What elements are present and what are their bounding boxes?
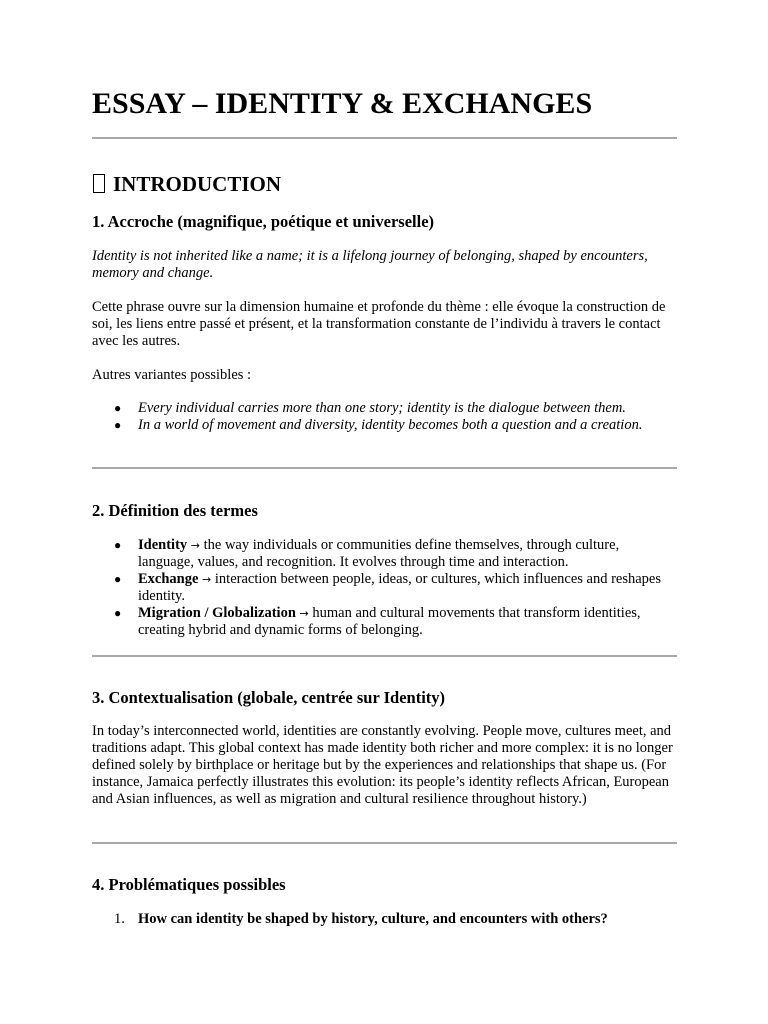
- missing-glyph-box-icon: [93, 174, 105, 193]
- bullet-icon: ●: [114, 606, 122, 620]
- variants-list: [92, 400, 677, 434]
- hook-quote: Identity is not inherited like a name; it is a lifelong journey of belonging, shaped by encounters, memory and change.: [92, 248, 648, 281]
- questions-list: [92, 911, 677, 928]
- bullet-icon: ●: [114, 572, 122, 586]
- list-number: 1.: [114, 911, 125, 927]
- term-label: Exchange: [138, 571, 199, 587]
- arrow-right-icon: →: [202, 573, 212, 586]
- section-4-heading: 4. Problématiques possibles: [92, 875, 286, 894]
- terms-list: [92, 537, 677, 639]
- term-label: Identity: [138, 537, 188, 553]
- introduction-heading: [92, 171, 281, 197]
- term-definition: the way individuals or communities define themselves, through culture, language, values, and recognition. It evolves through time and interaction.: [138, 537, 620, 570]
- divider: [92, 467, 677, 469]
- bullet-icon: ●: [114, 418, 122, 432]
- term-definition: human and cultural movements that transform identities, creating hybrid and dynamic forms of belonging.: [138, 605, 641, 638]
- divider: [92, 842, 677, 844]
- bullet-icon: ●: [114, 401, 122, 415]
- section-2-heading: 2. Définition des termes: [92, 501, 258, 520]
- list-item: [92, 605, 677, 639]
- question-text: How can identity be shaped by history, culture, and encounters with others?: [138, 911, 608, 927]
- introduction-heading-text: INTRODUCTION: [113, 172, 282, 196]
- term-definition: interaction between people, ideas, or cultures, which influences and reshapes identity.: [138, 571, 661, 604]
- variants-label: Autres variantes possibles :: [92, 367, 252, 383]
- list-item: [92, 417, 677, 434]
- context-paragraph: In today’s interconnected world, identities are constantly evolving. People move, cultures meet, and traditions adapt. This global context has made identity both richer and more complex: it is no longer defined solely by birthplace or heritage but by the experiences and relationships that shape us. (For instance, Jamaica perfectly illustrates this evolution: its people’s identity reflects African, European and Asian influences, as well as migration and cultural resilience throughout history.): [92, 723, 673, 807]
- arrow-right-icon: →: [299, 607, 309, 620]
- hook-explanation: Cette phrase ouvre sur la dimension humaine et profonde du thème : elle évoque la construction de soi, les liens entre passé et présent, et la transformation constante de l’individu à travers le contact avec les autres.: [92, 299, 666, 349]
- list-item: [92, 911, 677, 928]
- arrow-right-icon: →: [190, 539, 200, 552]
- divider: [92, 655, 677, 657]
- list-item: [92, 571, 677, 605]
- variant-text: In a world of movement and diversity, identity becomes both a question and a creation.: [138, 417, 643, 433]
- list-item: [92, 400, 677, 417]
- term-label: Migration / Globalization: [138, 605, 296, 621]
- section-3-heading: 3. Contextualisation (globale, centrée sur Identity): [92, 688, 446, 707]
- list-item: [92, 537, 677, 571]
- bullet-icon: ●: [114, 538, 122, 552]
- document-title: ESSAY – IDENTITY & EXCHANGES: [92, 87, 593, 120]
- divider: [92, 137, 677, 139]
- variant-text: Every individual carries more than one story; identity is the dialogue between them.: [138, 400, 626, 416]
- section-1-heading: 1. Accroche (magnifique, poétique et universelle): [92, 212, 435, 231]
